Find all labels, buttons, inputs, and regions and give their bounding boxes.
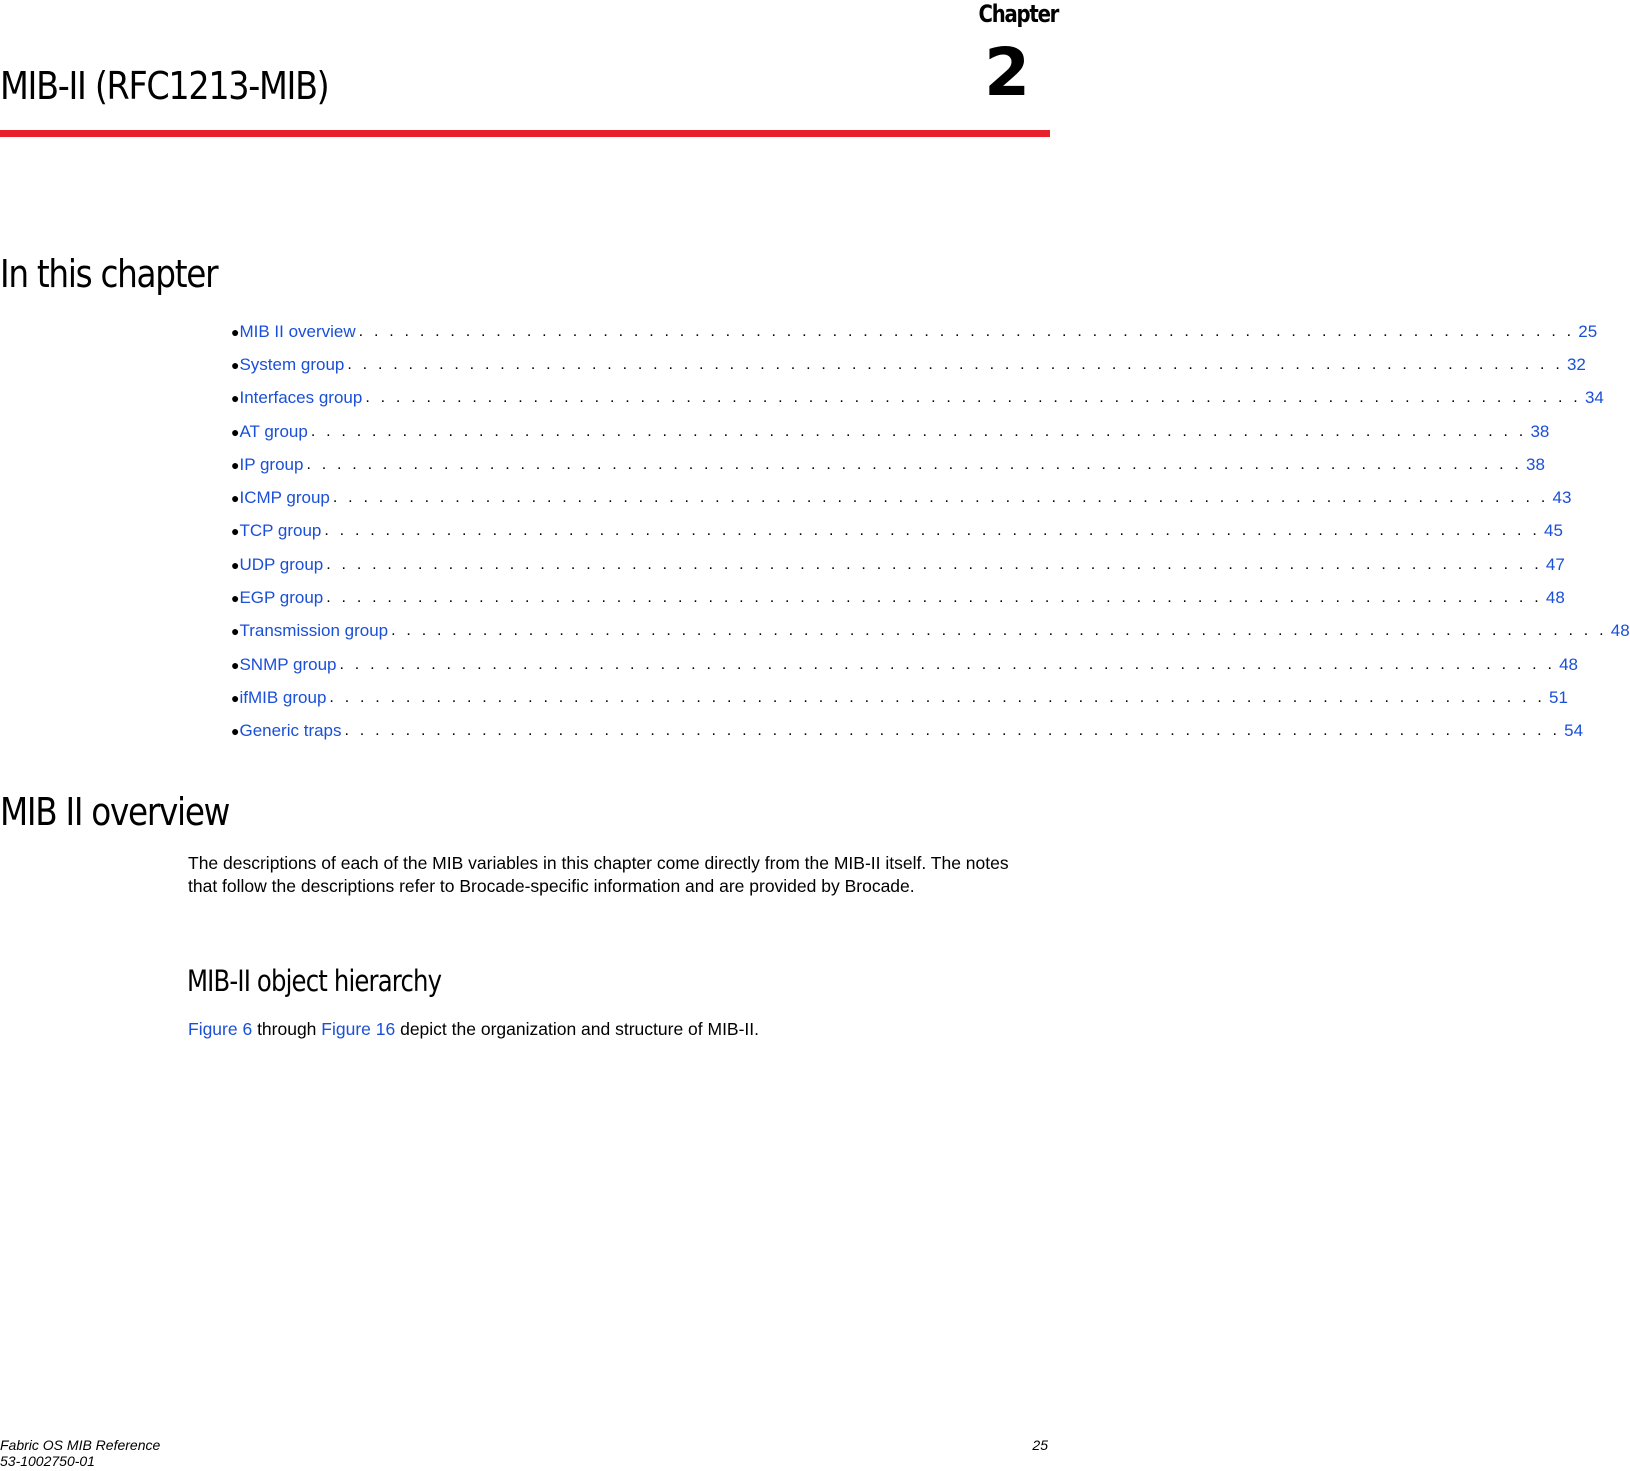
toc-leader-dots: . . . . . . . . . . . . . . . . . . . . . . . . . . . . . . . . . . . . . . . . . . . . . . . . . . . . . . . . . . . . . . . . . . . . . . . . . . . . . . . .: [332, 489, 1549, 507]
toc-item-page[interactable]: 34: [1584, 388, 1604, 408]
footer-doc-info: [0, 1437, 160, 1469]
toc-item[interactable]: [231, 448, 1545, 481]
toc-leader-dots: . . . . . . . . . . . . . . . . . . . . . . . . . . . . . . . . . . . . . . . . . . . . . . . . . . . . . . . . . . . . . . . . . . . . . . . . . . . . . . . .: [310, 422, 1527, 440]
chapter-number: 2: [984, 34, 1030, 111]
toc-leader-dots: . . . . . . . . . . . . . . . . . . . . . . . . . . . . . . . . . . . . . . . . . . . . . . . . . . . . . . . . . . . . . . . . . . . . . . . . . . . . . . . .: [358, 322, 1575, 340]
hierarchy-text-rest: depict the organization and structure of MIB-II.: [395, 1019, 760, 1039]
toc-item-label[interactable]: TCP group: [239, 521, 322, 541]
bullet-icon: ●: [231, 456, 240, 473]
bullet-icon: ●: [231, 723, 240, 740]
bullet-icon: ●: [231, 623, 240, 640]
bullet-icon: ●: [231, 490, 240, 507]
toc-item-page[interactable]: 48: [1610, 621, 1630, 641]
toc-item-label[interactable]: ifMIB group: [239, 687, 327, 707]
toc-item-page[interactable]: 54: [1564, 721, 1584, 741]
mib-ii-overview-heading: MIB II overview: [0, 790, 230, 834]
toc-item-label[interactable]: System group: [239, 354, 345, 374]
bullet-icon: ●: [231, 523, 240, 540]
figure-16-link[interactable]: Figure 16: [321, 1019, 396, 1039]
toc-item-page[interactable]: 38: [1526, 454, 1545, 474]
toc-item[interactable]: [231, 382, 1604, 415]
toc-item-label[interactable]: Interfaces group: [239, 388, 363, 408]
toc-item-page[interactable]: 48: [1545, 588, 1565, 608]
toc-leader-dots: . . . . . . . . . . . . . . . . . . . . . . . . . . . . . . . . . . . . . . . . . . . . . . . . . . . . . . . . . . . . . . . . . . . . . . . . . . . . . . . .: [365, 389, 1581, 407]
toc-leader-dots: . . . . . . . . . . . . . . . . . . . . . . . . . . . . . . . . . . . . . . . . . . . . . . . . . . . . . . . . . . . . . . . . . . . . . . . . . . . . . . . .: [326, 555, 1542, 573]
footer-page-number: 25: [1032, 1437, 1048, 1453]
toc-leader-dots: . . . . . . . . . . . . . . . . . . . . . . . . . . . . . . . . . . . . . . . . . . . . . . . . . . . . . . . . . . . . . . . . . . . . . . . . . . . . . . . .: [326, 589, 1542, 607]
toc-item-page[interactable]: 48: [1559, 654, 1579, 674]
figure-6-link[interactable]: Figure 6: [188, 1019, 253, 1039]
footer-doc-title: Fabric OS MIB Reference: [0, 1437, 161, 1453]
toc-item-page[interactable]: 51: [1549, 687, 1568, 707]
toc-item-page[interactable]: 38: [1530, 421, 1550, 441]
toc-item[interactable]: [231, 648, 1579, 681]
toc-item-label[interactable]: EGP group: [239, 588, 324, 608]
toc-item-page[interactable]: 43: [1552, 488, 1572, 508]
bullet-icon: ●: [231, 689, 240, 706]
toc-leader-dots: . . . . . . . . . . . . . . . . . . . . . . . . . . . . . . . . . . . . . . . . . . . . . . . . . . . . . . . . . . . . . . . . . . . . . . . . . . . . . . . .: [347, 355, 1563, 373]
hierarchy-text-middle: through: [252, 1019, 322, 1039]
toc-item-label[interactable]: SNMP group: [239, 654, 337, 674]
chapter-toc: [231, 315, 1630, 748]
toc-item-page[interactable]: 45: [1543, 521, 1563, 541]
bullet-icon: ●: [231, 590, 240, 607]
hierarchy-paragraph: [188, 1018, 1038, 1041]
toc-item[interactable]: [231, 415, 1550, 448]
toc-item[interactable]: [231, 615, 1630, 648]
bullet-icon: ●: [231, 656, 240, 673]
in-this-chapter-heading: In this chapter: [0, 252, 218, 296]
toc-item-page[interactable]: 47: [1545, 554, 1565, 574]
toc-item[interactable]: [231, 548, 1565, 581]
object-hierarchy-heading: MIB-II object hierarchy: [187, 964, 442, 998]
toc-leader-dots: . . . . . . . . . . . . . . . . . . . . . . . . . . . . . . . . . . . . . . . . . . . . . . . . . . . . . . . . . . . . . . . . . . . . . . . . . . . . . . . .: [344, 722, 1561, 740]
bullet-icon: ●: [231, 323, 240, 340]
chapter-title: MIB-II (RFC1213-MIB): [0, 64, 329, 108]
toc-item[interactable]: [231, 481, 1572, 514]
toc-item[interactable]: [231, 681, 1568, 714]
toc-item[interactable]: [231, 515, 1563, 548]
toc-leader-dots: . . . . . . . . . . . . . . . . . . . . . . . . . . . . . . . . . . . . . . . . . . . . . . . . . . . . . . . . . . . . . . . . . . . . . . . . . . . . . . . .: [391, 622, 1607, 640]
toc-item-label[interactable]: Transmission group: [239, 621, 389, 641]
toc-item[interactable]: [231, 348, 1586, 381]
toc-item[interactable]: [231, 315, 1598, 348]
toc-item-label[interactable]: Generic traps: [239, 721, 342, 741]
toc-item-label[interactable]: AT group: [239, 421, 308, 441]
toc-leader-dots: . . . . . . . . . . . . . . . . . . . . . . . . . . . . . . . . . . . . . . . . . . . . . . . . . . . . . . . . . . . . . . . . . . . . . . . . . . . . . . . .: [329, 688, 1546, 706]
bullet-icon: ●: [231, 423, 240, 440]
toc-item-label[interactable]: MIB II overview: [239, 321, 356, 341]
toc-leader-dots: . . . . . . . . . . . . . . . . . . . . . . . . . . . . . . . . . . . . . . . . . . . . . . . . . . . . . . . . . . . . . . . . . . . . . . . . . . . . . . . .: [339, 655, 1556, 673]
toc-leader-dots: . . . . . . . . . . . . . . . . . . . . . . . . . . . . . . . . . . . . . . . . . . . . . . . . . . . . . . . . . . . . . . . . . . . . . . . . . . . . . . . .: [324, 522, 1540, 540]
chapter-label: Chapter: [978, 0, 1058, 28]
overview-paragraph: The descriptions of each of the MIB variables in this chapter come directly from the MIB-II itself. The notes that follow the descriptions refer to Brocade-specific information and are provided by Brocade.: [188, 853, 1009, 896]
toc-item-label[interactable]: IP group: [239, 454, 304, 474]
toc-item-page[interactable]: 25: [1578, 321, 1598, 341]
title-rule: [0, 130, 1050, 137]
toc-item-page[interactable]: 32: [1566, 354, 1586, 374]
bullet-icon: ●: [231, 390, 240, 407]
toc-item[interactable]: [231, 581, 1565, 614]
toc-item[interactable]: [231, 715, 1584, 748]
bullet-icon: ●: [231, 356, 240, 373]
footer-doc-number: 53-1002750-01: [0, 1453, 95, 1469]
toc-leader-dots: . . . . . . . . . . . . . . . . . . . . . . . . . . . . . . . . . . . . . . . . . . . . . . . . . . . . . . . . . . . . . . . . . . . . . . . . . . . . . . . .: [306, 455, 1523, 473]
toc-item-label[interactable]: UDP group: [239, 554, 324, 574]
toc-item-label[interactable]: ICMP group: [239, 488, 330, 508]
bullet-icon: ●: [231, 556, 240, 573]
